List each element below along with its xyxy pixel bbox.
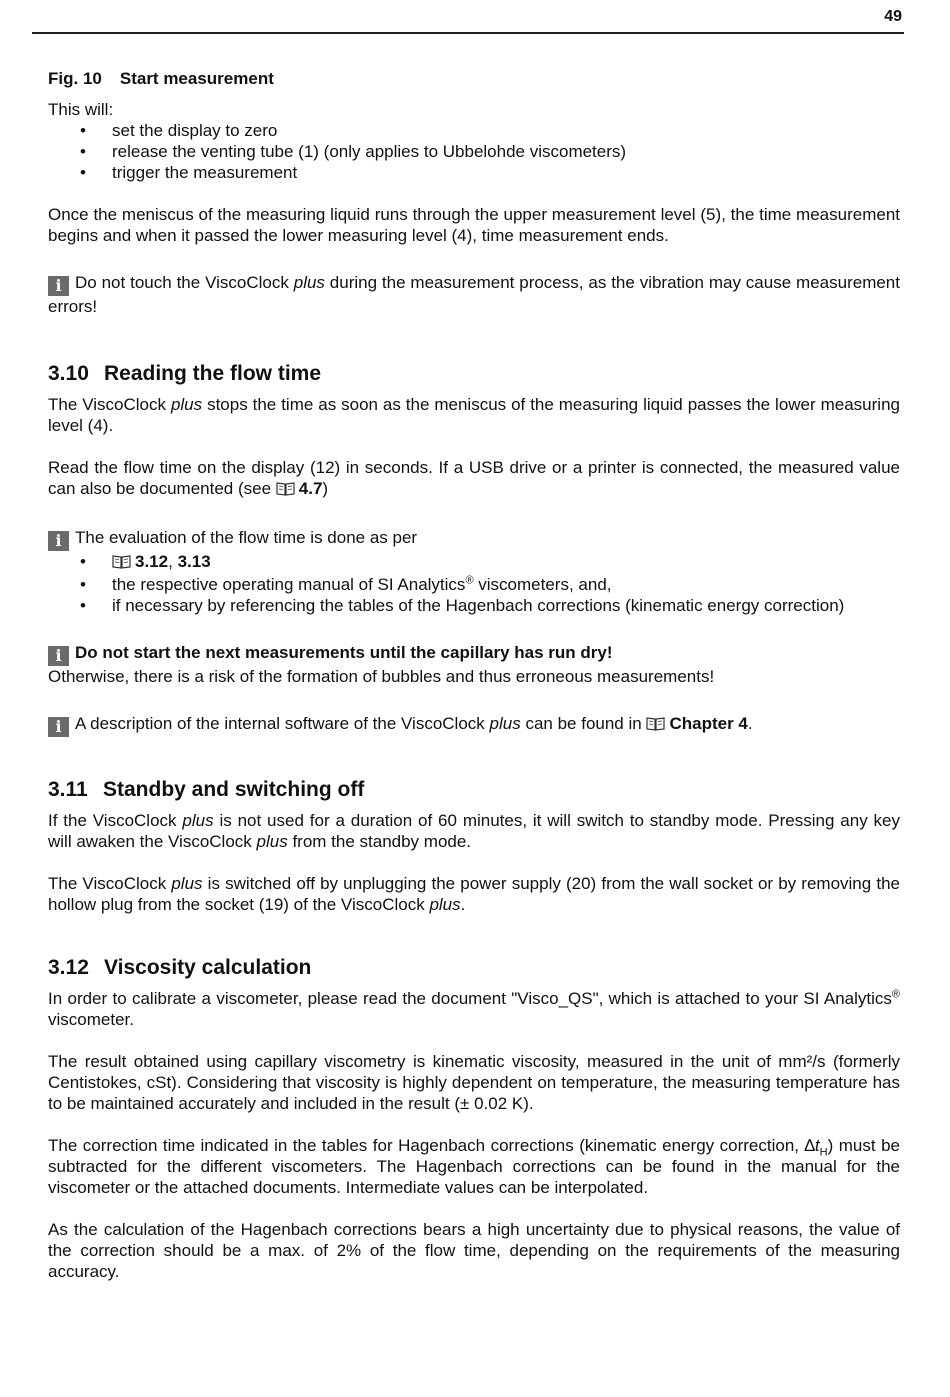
intro-paragraph: Once the meniscus of the measuring liquid runs through the upper measurement level (5), the time measurement begins and when it passed the lower measuring level (4), time measurement ends. [48,205,900,245]
intro-list [48,120,900,183]
figure-caption [48,68,900,89]
note-warning: i Do not start the next measurements until the capillary has run dry! [48,642,900,666]
note-software: i A description of the internal software of the ViscoClock plus can be found in Chapter 4. [48,713,900,737]
list-item: • the respective operating manual of SI Analytics® viscometers, and, [48,574,900,595]
paragraph: The result obtained using capillary viscometry is kinematic viscosity, measured in the unit of mm²/s (formerly Centistokes, cSt). Considering that viscosity is highly dependent on temperature, the measuring temperature has to be maintained accurately and included in the result (± 0.02 K). [48,1052,900,1113]
section-title-3-11: 3.11 Standby and switching off [48,778,365,801]
section-title-3-12: 3.12 Viscosity calculation [48,956,312,979]
note-evaluation: i The evaluation of the flow time is done as per [48,527,900,551]
paragraph: The ViscoClock plus is switched off by unplugging the power supply (20) from the wall socket or by removing the hollow plug from the socket (19) of the ViscoClock plus. [48,874,900,914]
paragraph: Read the flow time on the display (12) in seconds. If a USB drive or a printer is connected, the measured value can also be documented (see 4.7) [48,457,900,501]
list-item: • trigger the measurement [48,162,900,183]
evaluation-list [48,551,900,616]
info-icon: i [48,646,69,666]
header-rule [32,32,904,34]
page-number: 49 [884,8,902,25]
list-item: • set the display to zero [48,120,900,141]
page-content [48,68,900,1282]
info-icon: i [48,276,69,296]
section-title-3-10: 3.10 Reading the flow time [48,362,322,385]
book-reference-icon [276,480,295,501]
list-item: • if necessary by referencing the tables of the Hagenbach corrections (kinematic energy correction) [48,595,900,616]
figure-title: Start measurement [119,69,274,88]
warning-text: Otherwise, there is a risk of the formation of bubbles and thus erroneous measurements! [48,667,715,686]
figure-label: Fig. 10 [48,69,102,88]
paragraph: As the calculation of the Hagenbach corrections bears a high uncertainty due to physical reasons, the value of the correction should be a max. of 2% of the flow time, depending on the requirements of the measuring accuracy. [48,1220,900,1281]
paragraph: The ViscoClock plus stops the time as soon as the meniscus of the measuring liquid passes the lower measuring level (4). [48,395,900,435]
note-vibration: i Do not touch the ViscoClock plus during the measurement process, as the vibration may cause measurement errors! [48,273,900,316]
book-reference-icon [112,553,131,574]
paragraph: The correction time indicated in the tables for Hagenbach corrections (kinematic energy correction, $\Delta t_H$) must be subtracted for the different viscometers. The Hagenbach corrections can be found in the manual for the viscometer or the attached documents. Intermediate values can be interpolated. [48,1136,901,1197]
book-reference-icon [646,715,665,736]
list-item: • 3.12, 3.13 [48,551,900,574]
paragraph: If the ViscoClock plus is not used for a duration of 60 minutes, it will switch to standby mode. Pressing any key will awaken the ViscoClock plus from the standby mode. [48,811,900,851]
paragraph: In order to calibrate a viscometer, please read the document "Visco_QS", which is attached to your SI Analytics® viscometer. [48,988,900,1029]
info-icon: i [48,717,69,737]
list-item: • release the venting tube (1) (only applies to Ubbelohde viscometers) [48,141,900,162]
info-icon: i [48,531,69,551]
intro-lead: This will: [48,100,114,119]
